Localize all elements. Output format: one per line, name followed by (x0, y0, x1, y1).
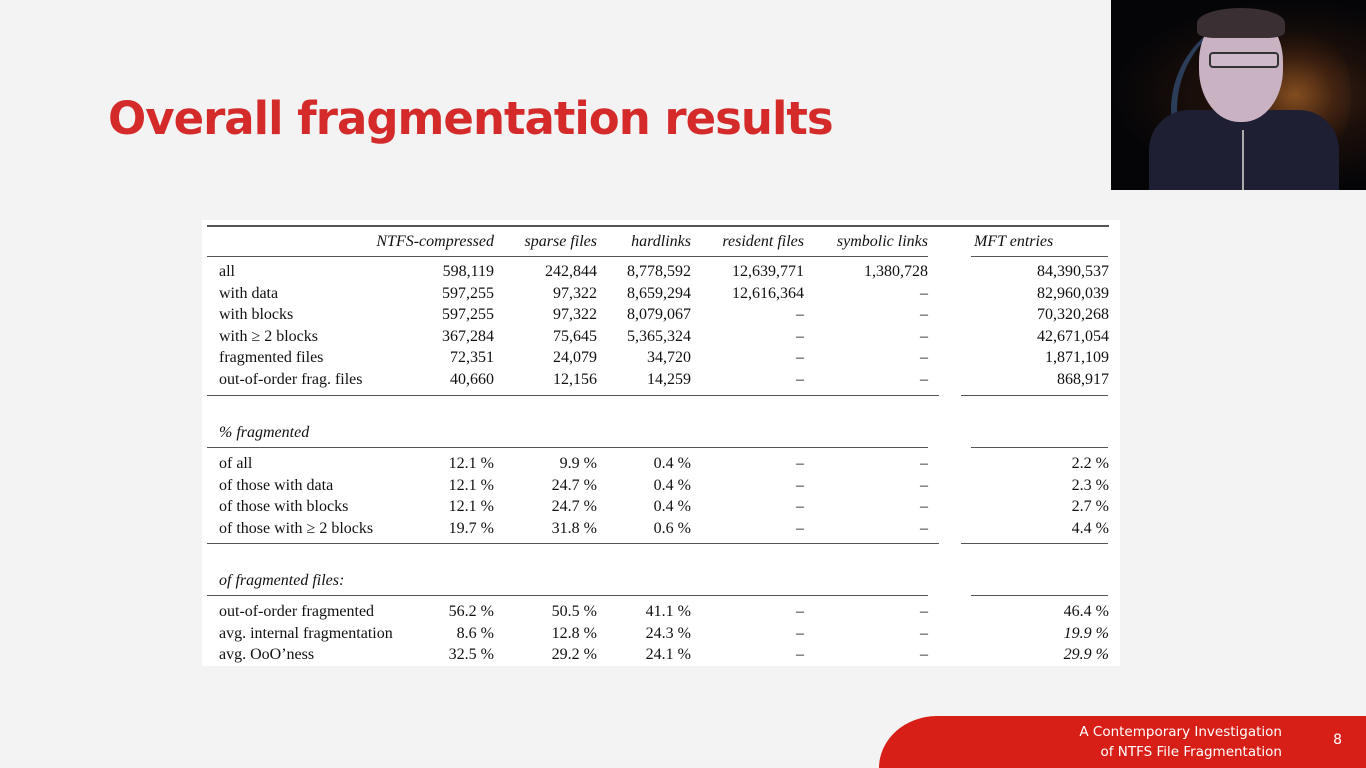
pct-fragmented-row-cell: 2.2 % (1071, 455, 1109, 472)
counts-row-label: all (219, 263, 235, 280)
counts-rule-left (207, 395, 939, 396)
header-rule-right (971, 256, 1108, 257)
footer-title (1079, 722, 1282, 762)
pct-fragmented-row-cell: 2.3 % (1071, 476, 1109, 494)
pct-fragmented-row-cell: 9.9 % (559, 455, 597, 472)
col-header-resident-files: resident files (722, 233, 804, 250)
counts-row-cell: 24,079 (553, 349, 597, 367)
of-fragmented-row-cell: 19.9 % (1063, 624, 1109, 642)
of-fragmented-row-cell: 24.1 % (645, 646, 691, 664)
jacket-zipper (1242, 130, 1244, 190)
pct-fragmented-row-label: of those with ≥ 2 blocks (219, 519, 374, 537)
pct-fragmented-row-cell: 0.4 % (653, 498, 691, 516)
counts-row-cell: 598,119 (442, 263, 494, 280)
pct-fragmented-row-cell: 24.7 % (551, 498, 597, 516)
counts-row-cell: 40,660 (450, 371, 494, 388)
pct-fragmented-row-cell: – (796, 476, 804, 494)
pct-fragmented-row-cell: – (796, 455, 804, 472)
pct-fragmented-row-cell: – (920, 476, 928, 494)
top-rule (207, 225, 1109, 227)
col-header-sparse-files: sparse files (524, 233, 597, 250)
of-fragmented-row-cell: – (920, 603, 928, 620)
counts-rule-right (961, 395, 1108, 396)
counts-row-label: out-of-order frag. files (219, 371, 363, 388)
of-fragmented-row-cell: 32.5 % (448, 646, 494, 664)
of-fragmented-row-cell: 46.4 % (1063, 603, 1109, 620)
presenter-hair (1197, 8, 1285, 38)
col-header-symbolic-links: symbolic links (836, 233, 928, 250)
presenter-body (1149, 110, 1339, 190)
of-fragmented-row-cell: – (796, 624, 804, 642)
counts-row-cell: – (920, 371, 928, 388)
counts-row-label: with data (219, 284, 279, 302)
counts-row-cell: 72,351 (450, 349, 494, 367)
counts-row-cell: 868,917 (1057, 371, 1109, 388)
counts-row-label: with blocks (219, 306, 294, 324)
pct-fragmented-row-cell: 12.1 % (448, 476, 494, 494)
counts-row-cell: – (920, 327, 928, 345)
section-title-pct-fragmented: % fragmented (219, 424, 310, 441)
col-header-hardlinks: hardlinks (631, 233, 691, 250)
counts-row-cell: 12,616,364 (732, 284, 804, 302)
results-table (202, 220, 1120, 666)
of-fragmented-row-label: avg. internal fragmentation (219, 624, 393, 642)
col-header-mft-entries: MFT entries (974, 233, 1054, 250)
section2-end-rule-left (207, 543, 939, 544)
of-fragmented-row-cell: 50.5 % (551, 603, 597, 620)
pct-fragmented-row-cell: 19.7 % (448, 519, 494, 537)
page-number: 8 (1333, 732, 1342, 748)
glasses (1209, 52, 1279, 68)
counts-row-cell: 1,380,728 (864, 263, 928, 280)
section3-rule-right (971, 595, 1108, 596)
pct-fragmented-row-cell: – (920, 455, 928, 472)
of-fragmented-row-cell: – (920, 624, 928, 642)
of-fragmented-row-cell: 29.9 % (1063, 646, 1109, 664)
counts-row-cell: 14,259 (647, 371, 691, 388)
section2-end-rule-right (961, 543, 1108, 544)
footer-band (879, 716, 1366, 768)
counts-row-cell: 75,645 (553, 327, 597, 345)
counts-row-cell: – (920, 284, 928, 302)
section3-rule-left (207, 595, 928, 596)
counts-row-cell: – (920, 306, 928, 324)
table-body (202, 220, 1120, 666)
presenter-webcam (1111, 0, 1366, 190)
pct-fragmented-row-cell: – (920, 498, 928, 516)
counts-row-cell: 597,255 (442, 306, 494, 324)
counts-row-cell: 84,390,537 (1037, 263, 1109, 280)
pct-fragmented-row-label: of all (219, 455, 253, 472)
counts-row-cell: 5,365,324 (627, 327, 691, 345)
of-fragmented-row-cell: 41.1 % (645, 603, 691, 620)
pct-fragmented-row-cell: 12.1 % (448, 498, 494, 516)
footer-line-1: A Contemporary Investigation (1079, 724, 1282, 740)
of-fragmented-row-cell: 29.2 % (551, 646, 597, 664)
of-fragmented-row-cell: 12.8 % (551, 624, 597, 642)
counts-row-cell: 12,156 (553, 371, 597, 388)
counts-row-cell: 8,778,592 (627, 263, 691, 280)
of-fragmented-row-cell: – (796, 603, 804, 620)
pct-fragmented-row-cell: 12.1 % (448, 455, 494, 472)
counts-row-cell: 1,871,109 (1045, 349, 1109, 367)
counts-row-cell: – (920, 349, 928, 367)
counts-row-cell: – (796, 349, 804, 367)
pct-fragmented-row-label: of those with data (219, 476, 334, 494)
counts-row-cell: 97,322 (553, 284, 597, 302)
of-fragmented-row-label: out-of-order fragmented (219, 603, 375, 620)
counts-row-cell: 42,671,054 (1037, 327, 1109, 345)
pct-fragmented-row-cell: – (920, 519, 928, 537)
col-header-ntfs-compressed: NTFS-compressed (376, 233, 494, 250)
counts-row-cell: 97,322 (553, 306, 597, 324)
counts-row-cell: 82,960,039 (1037, 284, 1109, 302)
pct-fragmented-row-cell: 2.7 % (1071, 498, 1109, 516)
counts-row-label: fragmented files (219, 349, 324, 367)
pct-fragmented-row-cell: – (796, 519, 804, 537)
pct-fragmented-row-cell: 24.7 % (551, 476, 597, 494)
section-title-of-fragmented-files: of fragmented files: (219, 572, 345, 589)
counts-row-cell: 70,320,268 (1037, 306, 1109, 324)
of-fragmented-row-cell: 56.2 % (448, 603, 494, 620)
pct-fragmented-row-cell: 4.4 % (1071, 519, 1109, 537)
of-fragmented-row-cell: 8.6 % (456, 624, 494, 642)
of-fragmented-row-cell: 24.3 % (645, 624, 691, 642)
pct-fragmented-row-cell: 0.4 % (653, 455, 691, 472)
counts-row-cell: 34,720 (647, 349, 691, 367)
footer-line-2: of NTFS File Fragmentation (1100, 744, 1282, 760)
counts-row-label: with ≥ 2 blocks (219, 327, 318, 345)
slide-title: Overall fragmentation results (108, 92, 833, 145)
counts-row-cell: – (796, 327, 804, 345)
counts-row-cell: 8,659,294 (627, 284, 691, 302)
counts-row-cell: – (796, 371, 804, 388)
pct-fragmented-row-label: of those with blocks (219, 498, 349, 516)
counts-row-cell: 367,284 (442, 327, 494, 345)
pct-fragmented-row-cell: – (796, 498, 804, 516)
section2-rule-right (971, 447, 1108, 448)
of-fragmented-row-cell: – (796, 646, 804, 664)
section2-rule-left (207, 447, 928, 448)
pct-fragmented-row-cell: 0.6 % (653, 519, 691, 537)
counts-row-cell: 12,639,771 (732, 263, 804, 280)
of-fragmented-row-cell: – (920, 646, 928, 664)
counts-row-cell: 8,079,067 (627, 306, 691, 324)
counts-row-cell: 242,844 (545, 263, 597, 280)
header-rule-left (207, 256, 928, 257)
pct-fragmented-row-cell: 0.4 % (653, 476, 691, 494)
pct-fragmented-row-cell: 31.8 % (551, 519, 597, 537)
counts-row-cell: 597,255 (442, 284, 494, 302)
of-fragmented-row-label: avg. OoO’ness (219, 646, 315, 664)
counts-row-cell: – (796, 306, 804, 324)
